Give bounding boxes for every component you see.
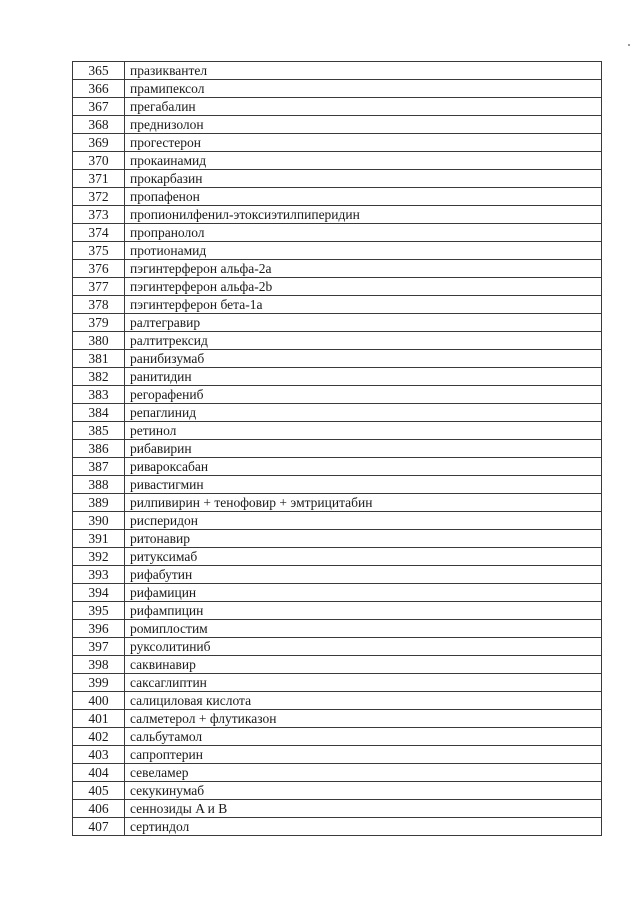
drug-name: ривароксабан bbox=[125, 458, 602, 476]
row-number: 382 bbox=[73, 368, 125, 386]
row-number: 372 bbox=[73, 188, 125, 206]
drug-name: рибавирин bbox=[125, 440, 602, 458]
drug-name: салметерол + флутиказон bbox=[125, 710, 602, 728]
drug-name: саквинавир bbox=[125, 656, 602, 674]
row-number: 407 bbox=[73, 818, 125, 836]
drug-name: репаглинид bbox=[125, 404, 602, 422]
row-number: 393 bbox=[73, 566, 125, 584]
row-number: 405 bbox=[73, 782, 125, 800]
table-row bbox=[73, 602, 602, 620]
row-number: 398 bbox=[73, 656, 125, 674]
drug-name: саксаглиптин bbox=[125, 674, 602, 692]
table-row bbox=[73, 710, 602, 728]
table-row bbox=[73, 530, 602, 548]
row-number: 394 bbox=[73, 584, 125, 602]
row-number: 371 bbox=[73, 170, 125, 188]
drug-name: пропафенон bbox=[125, 188, 602, 206]
drug-name: пэгинтерферон бета-1a bbox=[125, 296, 602, 314]
table-row bbox=[73, 350, 602, 368]
row-number: 384 bbox=[73, 404, 125, 422]
drug-name: сапроптерин bbox=[125, 746, 602, 764]
row-number: 403 bbox=[73, 746, 125, 764]
table-row bbox=[73, 764, 602, 782]
row-number: 386 bbox=[73, 440, 125, 458]
row-number: 380 bbox=[73, 332, 125, 350]
table-row bbox=[73, 62, 602, 80]
table-row bbox=[73, 512, 602, 530]
row-number: 368 bbox=[73, 116, 125, 134]
table-row bbox=[73, 278, 602, 296]
drug-list-body bbox=[73, 62, 602, 836]
drug-name: ритонавир bbox=[125, 530, 602, 548]
drug-name: протионамид bbox=[125, 242, 602, 260]
drug-name: прогестерон bbox=[125, 134, 602, 152]
row-number: 366 bbox=[73, 80, 125, 98]
row-number: 373 bbox=[73, 206, 125, 224]
row-number: 396 bbox=[73, 620, 125, 638]
table-row bbox=[73, 728, 602, 746]
row-number: 392 bbox=[73, 548, 125, 566]
table-row bbox=[73, 242, 602, 260]
scan-speck bbox=[628, 44, 630, 46]
drug-name: ралтегравир bbox=[125, 314, 602, 332]
row-number: 395 bbox=[73, 602, 125, 620]
table-row bbox=[73, 224, 602, 242]
row-number: 376 bbox=[73, 260, 125, 278]
row-number: 374 bbox=[73, 224, 125, 242]
table-row bbox=[73, 296, 602, 314]
table-row bbox=[73, 116, 602, 134]
drug-name: ранитидин bbox=[125, 368, 602, 386]
drug-list-table bbox=[72, 61, 602, 836]
drug-name: рифампицин bbox=[125, 602, 602, 620]
drug-name: прегабалин bbox=[125, 98, 602, 116]
table-row bbox=[73, 620, 602, 638]
drug-name: сеннозиды A и B bbox=[125, 800, 602, 818]
row-number: 389 bbox=[73, 494, 125, 512]
table-row bbox=[73, 98, 602, 116]
drug-name: ритуксимаб bbox=[125, 548, 602, 566]
row-number: 383 bbox=[73, 386, 125, 404]
row-number: 402 bbox=[73, 728, 125, 746]
drug-name: ривастигмин bbox=[125, 476, 602, 494]
drug-name: регорафениб bbox=[125, 386, 602, 404]
row-number: 388 bbox=[73, 476, 125, 494]
table-row bbox=[73, 656, 602, 674]
row-number: 399 bbox=[73, 674, 125, 692]
row-number: 385 bbox=[73, 422, 125, 440]
table-row bbox=[73, 170, 602, 188]
table-row bbox=[73, 80, 602, 98]
table-row bbox=[73, 638, 602, 656]
table-row bbox=[73, 134, 602, 152]
drug-name: прамипексол bbox=[125, 80, 602, 98]
table-row bbox=[73, 368, 602, 386]
row-number: 404 bbox=[73, 764, 125, 782]
table-row bbox=[73, 206, 602, 224]
drug-name: сальбутамол bbox=[125, 728, 602, 746]
drug-name: сертиндол bbox=[125, 818, 602, 836]
drug-name: севеламер bbox=[125, 764, 602, 782]
drug-name: рифабутин bbox=[125, 566, 602, 584]
table-row bbox=[73, 386, 602, 404]
row-number: 377 bbox=[73, 278, 125, 296]
table-row bbox=[73, 314, 602, 332]
drug-name: ралтитрексид bbox=[125, 332, 602, 350]
drug-name: рифамицин bbox=[125, 584, 602, 602]
drug-name: секукинумаб bbox=[125, 782, 602, 800]
row-number: 369 bbox=[73, 134, 125, 152]
drug-name: ретинол bbox=[125, 422, 602, 440]
table-row bbox=[73, 782, 602, 800]
table-row bbox=[73, 332, 602, 350]
row-number: 387 bbox=[73, 458, 125, 476]
table-row bbox=[73, 458, 602, 476]
row-number: 406 bbox=[73, 800, 125, 818]
row-number: 401 bbox=[73, 710, 125, 728]
table-row bbox=[73, 404, 602, 422]
row-number: 378 bbox=[73, 296, 125, 314]
drug-name: ромиплостим bbox=[125, 620, 602, 638]
table-row bbox=[73, 152, 602, 170]
drug-name: руксолитиниб bbox=[125, 638, 602, 656]
table-row bbox=[73, 548, 602, 566]
drug-name: пропранолол bbox=[125, 224, 602, 242]
row-number: 379 bbox=[73, 314, 125, 332]
table-row bbox=[73, 476, 602, 494]
row-number: 390 bbox=[73, 512, 125, 530]
drug-name: пэгинтерферон альфа-2a bbox=[125, 260, 602, 278]
drug-name: прокарбазин bbox=[125, 170, 602, 188]
row-number: 370 bbox=[73, 152, 125, 170]
table-row bbox=[73, 674, 602, 692]
table-row bbox=[73, 188, 602, 206]
table-row bbox=[73, 818, 602, 836]
table-row bbox=[73, 584, 602, 602]
drug-name: пэгинтерферон альфа-2b bbox=[125, 278, 602, 296]
drug-name: прокаинамид bbox=[125, 152, 602, 170]
row-number: 375 bbox=[73, 242, 125, 260]
table-row bbox=[73, 440, 602, 458]
table-row bbox=[73, 800, 602, 818]
table-row bbox=[73, 746, 602, 764]
drug-name: рисперидон bbox=[125, 512, 602, 530]
table-row bbox=[73, 494, 602, 512]
table-row bbox=[73, 260, 602, 278]
drug-name: пропионилфенил-этоксиэтилпиперидин bbox=[125, 206, 602, 224]
row-number: 400 bbox=[73, 692, 125, 710]
table-row bbox=[73, 566, 602, 584]
drug-name: рилпивирин + тенофовир + эмтрицитабин bbox=[125, 494, 602, 512]
table-row bbox=[73, 422, 602, 440]
row-number: 391 bbox=[73, 530, 125, 548]
row-number: 365 bbox=[73, 62, 125, 80]
row-number: 381 bbox=[73, 350, 125, 368]
drug-name: празиквантел bbox=[125, 62, 602, 80]
row-number: 397 bbox=[73, 638, 125, 656]
row-number: 367 bbox=[73, 98, 125, 116]
drug-name: ранибизумаб bbox=[125, 350, 602, 368]
table-row bbox=[73, 692, 602, 710]
drug-name: салициловая кислота bbox=[125, 692, 602, 710]
drug-name: преднизолон bbox=[125, 116, 602, 134]
